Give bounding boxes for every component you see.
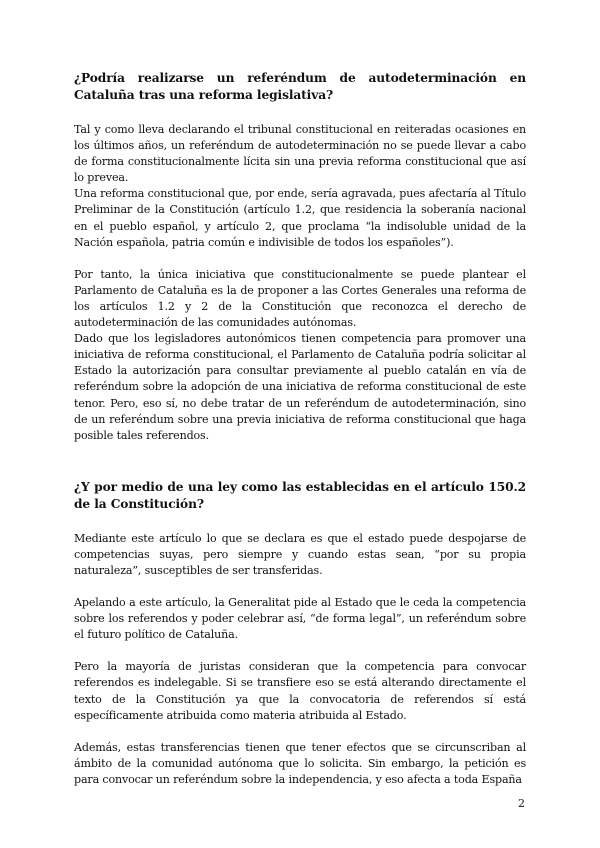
section1-paragraph-3: Por tanto, la única iniciativa que constitucionalmente se puede plantear el Parlamento de Cataluña es la de proponer a las Cortes Generales una reforma de los artículos 1.2 y 2 de la Constitución que reconozca el derecho de autodeterminación de las comunidades autónomas.: [74, 267, 526, 330]
section2-heading: ¿Y por medio de una ley como las establecidas en el artículo 150.2 de la Constitución?: [74, 479, 526, 511]
section2-paragraph-4: Además, estas transferencias tienen que tener efectos que se circunscriban al ámbito de la comunidad autónoma que lo solicita. Sin embargo, la petición es para convocar un referéndum sobre la independencia, y eso afecta a toda España: [74, 740, 526, 786]
section1-heading: ¿Podría realizarse un referéndum de autodeterminación en Cataluña tras una reforma legislativa?: [74, 71, 526, 102]
section2-paragraph-3: Pero la mayoría de juristas consideran que la competencia para convocar referendos es indelegable. Si se transfiere eso se está alterando directamente el texto de la Constitución ya que la convocatoria de referendos sí está específicamente atribuida como materia atribuida al Estado.: [74, 660, 526, 722]
section2-paragraph-2: Apelando a este artículo, la Generalitat pide al Estado que le ceda la competencia sobre los referendos y poder celebrar así, “de forma legal”, un referéndum sobre el futuro político de Cataluña.: [74, 596, 526, 642]
document-body: [74, 70, 526, 788]
section1-paragraph-2: Una reforma constitucional que, por ende, sería agravada, pues afectaría al Título Preliminar de la Constitución (artículo 1.2, que residencia la soberanía nacional en el pueblo español, y artículo 2, que proclama “la indisoluble unidad de la Nación española, patria común e indivisible de todos los españoles”).: [74, 187, 526, 249]
section2-paragraph-1: Mediante este artículo lo que se declara es que el estado puede despojarse de competencias suyas, pero siempre y cuando estas sean, “por su propia naturaleza”, susceptibles de ser transferidas.: [74, 531, 526, 577]
page-number: 2: [518, 797, 525, 810]
section1-paragraph-4: Dado que los legisladores autonómicos tienen competencia para promover una iniciativa de reforma constitucional, el Parlamento de Cataluña podría solicitar al Estado la autorización para consultar previamente al pueblo catalán en vía de referéndum sobre la adopción de una iniciativa de reforma constitucional de este tenor. Pero, eso sí, no debe tratar de un referéndum de autodeterminación, sino de un referéndum sobre una previa iniciativa de reforma constitucional que haga posible tales referendos.: [74, 332, 526, 442]
section1-paragraph-1: Tal y como lleva declarando el tribunal constitucional en reiteradas ocasiones en los últimos años, un referéndum de autodeterminación no se puede llevar a cabo de forma constitucionalmente lícita sin una previa reforma constitucional que así lo prevea.: [74, 123, 526, 185]
